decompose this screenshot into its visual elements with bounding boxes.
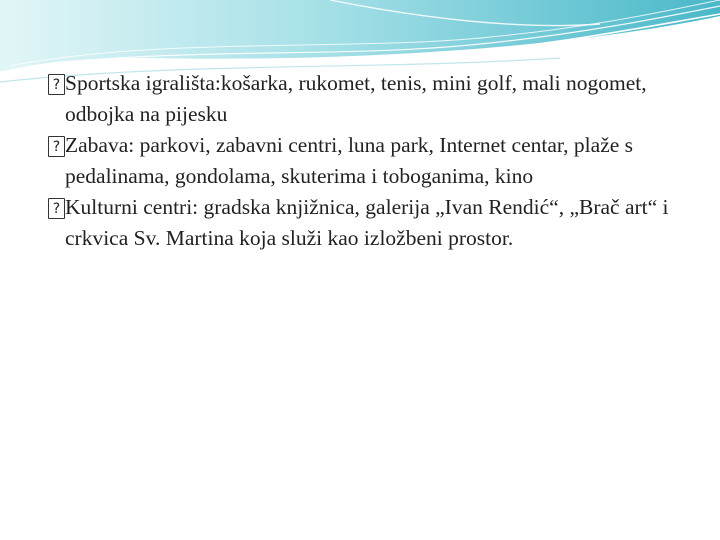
bullet-item-sports: [48, 68, 698, 130]
header-band: [0, 0, 720, 72]
bullet-item-entertainment: [48, 130, 698, 192]
bullet-text: Kulturni centri: gradska knjižnica, galerija „Ivan Rendić“, „Brač art“ i crkvica Sv. Martina koja služi kao izložbeni prostor.: [65, 195, 669, 250]
missing-glyph-icon: ?: [48, 136, 65, 157]
bullet-list: [48, 68, 698, 254]
missing-glyph-icon: ?: [48, 198, 65, 219]
bullet-text: Sportska igrališta:košarka, rukomet, tenis, mini golf, mali nogomet, odbojka na pijesku: [65, 71, 647, 126]
missing-glyph-icon: ?: [48, 74, 65, 95]
bullet-item-culture: [48, 192, 698, 254]
bullet-text: Zabava: parkovi, zabavni centri, luna park, Internet centar, plaže s pedalinama, gondolama, skuterima i toboganima, kino: [65, 133, 634, 188]
